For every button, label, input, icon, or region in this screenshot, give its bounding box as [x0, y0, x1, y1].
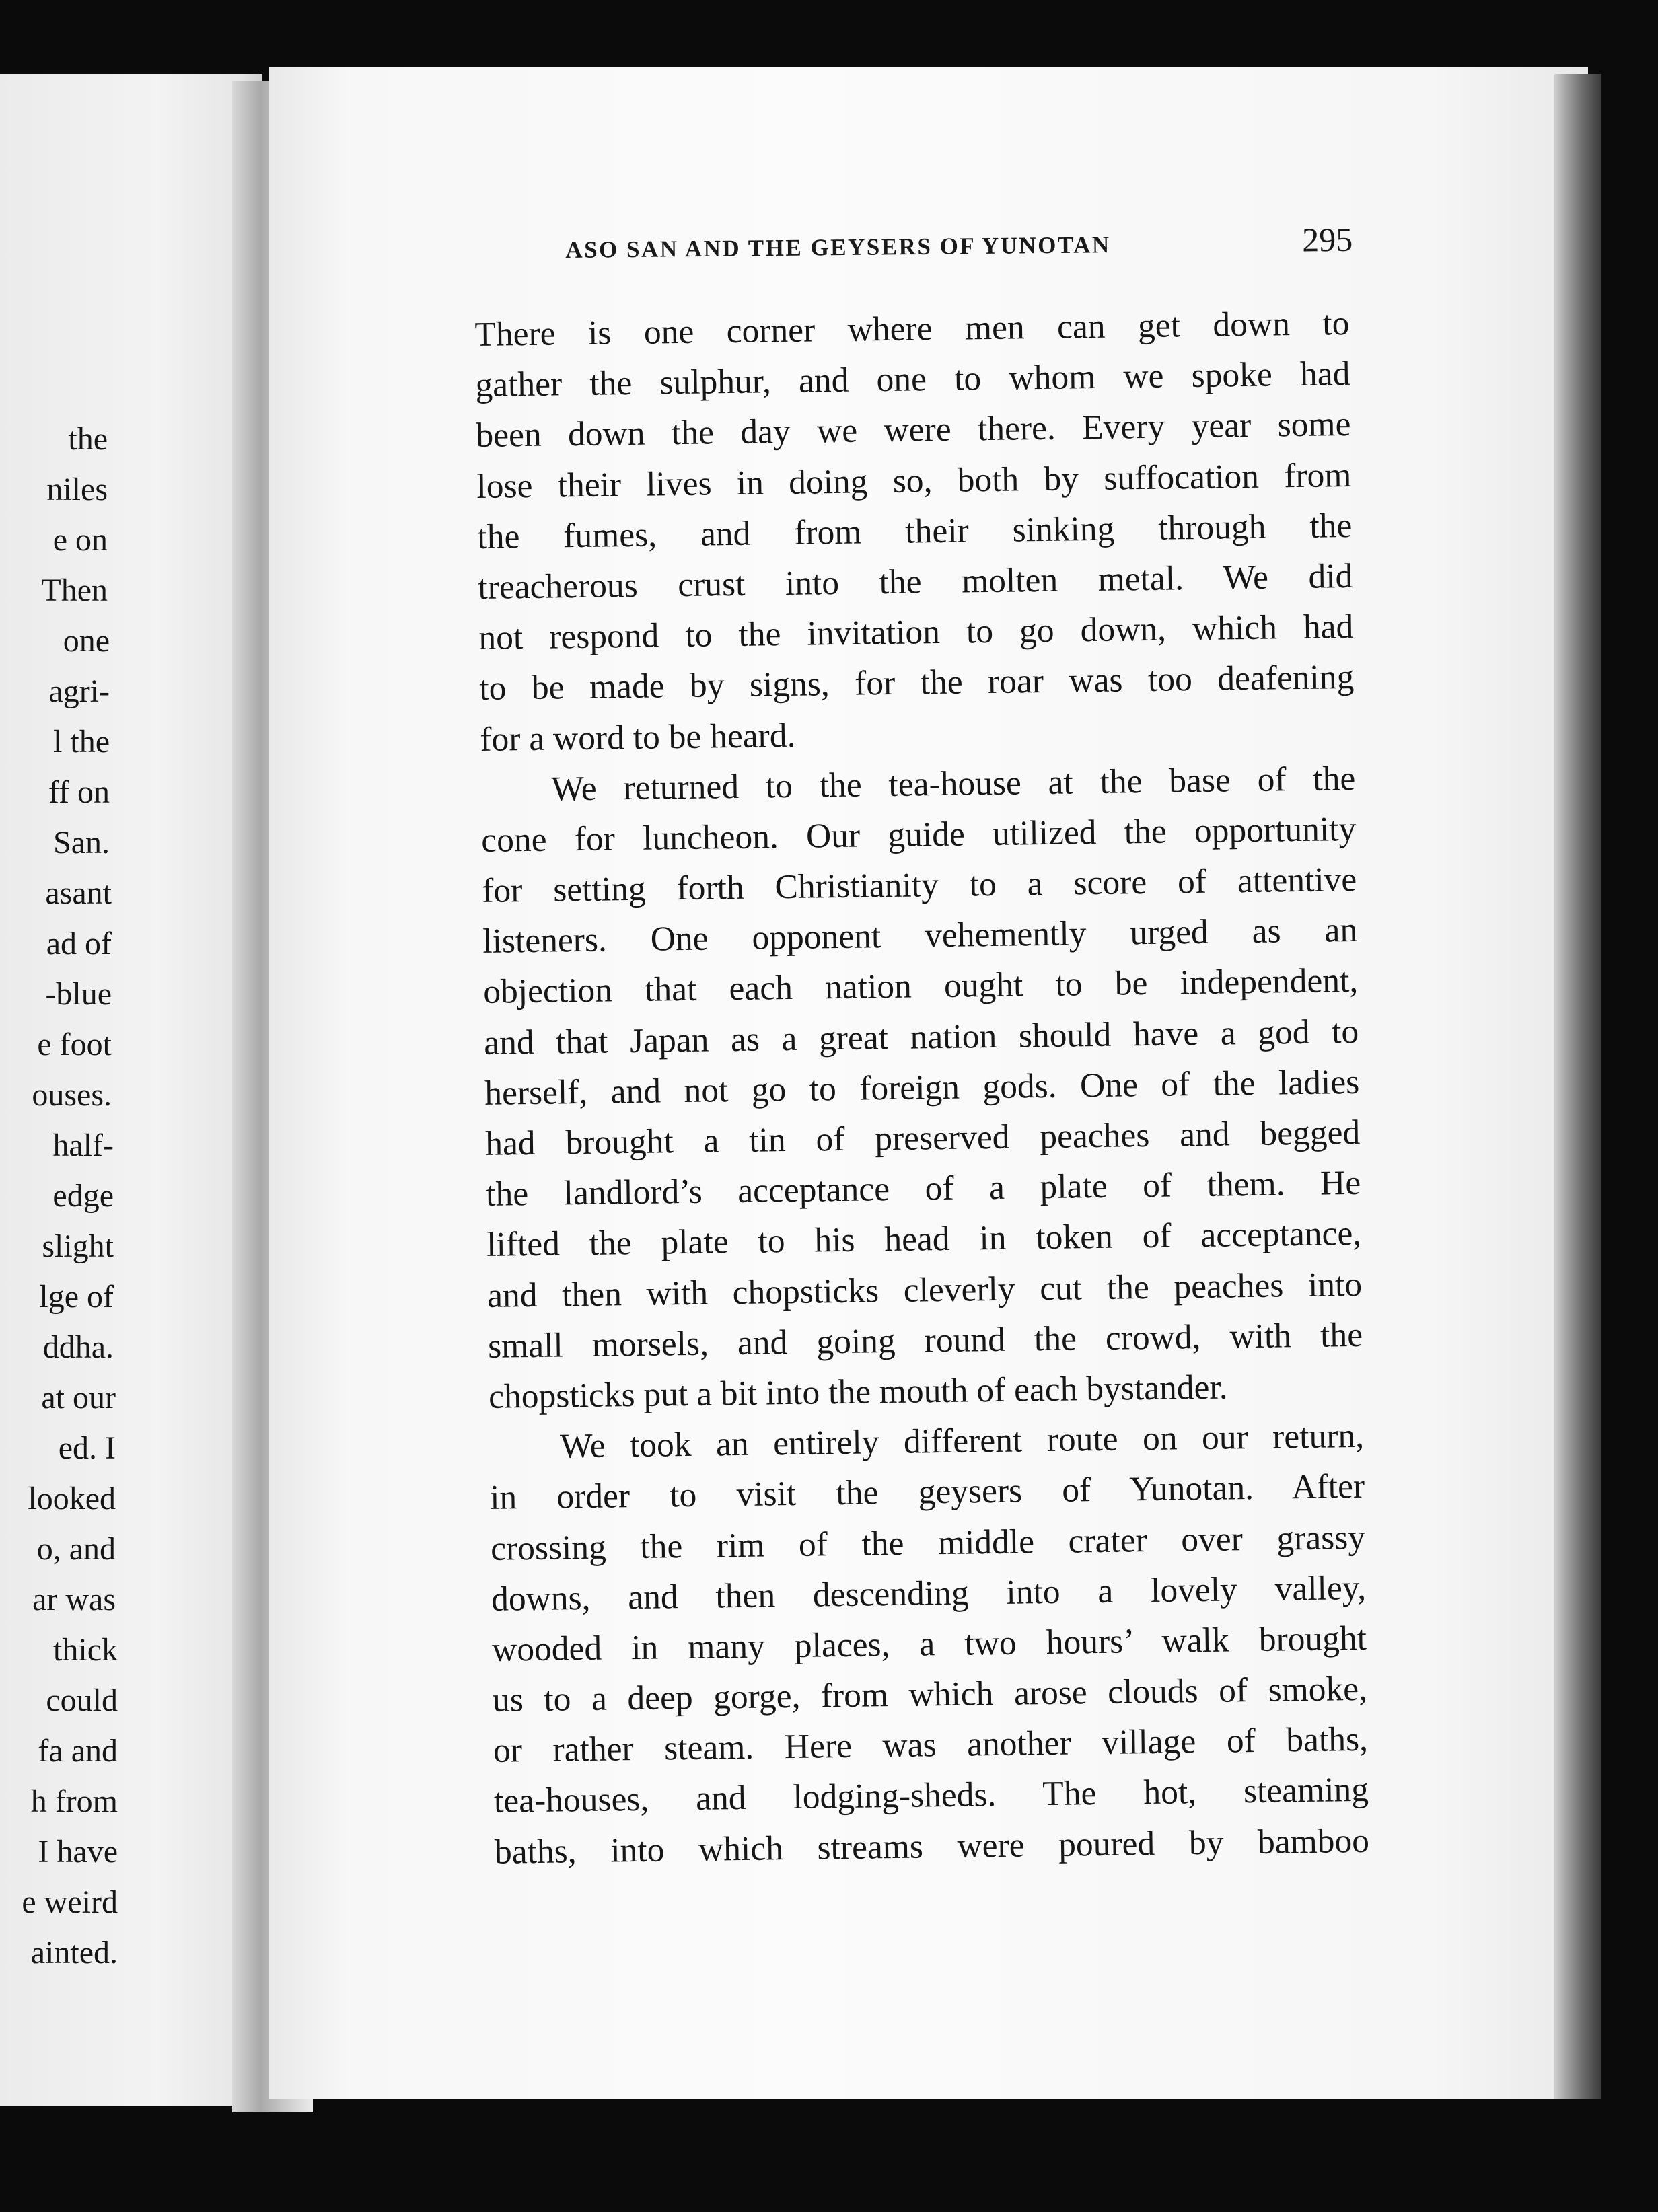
left-page-line: slight: [42, 1228, 114, 1264]
left-page-line: ad of: [46, 926, 112, 961]
left-page-line: o, and: [36, 1531, 116, 1567]
left-page-text-fragments: [0, 414, 118, 1978]
left-page-line: niles: [46, 472, 108, 507]
left-facing-page: [0, 74, 262, 2106]
text-line: and then with chopsticks cleverly cut the peaches into: [486, 1265, 1363, 1315]
text-line: cone for luncheon. Our guide utilized the opportunity: [480, 809, 1357, 860]
left-page-line: I have: [38, 1834, 118, 1870]
page-number: 295: [1301, 220, 1353, 259]
page-edge-shadow: [1554, 74, 1601, 2099]
left-page-line: thick: [53, 1632, 118, 1668]
left-page-line: ddha.: [42, 1329, 114, 1365]
left-page-line: Then: [41, 573, 108, 608]
left-page-line: e weird: [22, 1884, 118, 1920]
left-page-line: fa and: [38, 1733, 118, 1769]
left-page-line: the: [68, 421, 108, 457]
text-line: us to a deep gorge, from which arose clouds of smoke,: [492, 1669, 1368, 1720]
left-page-line: -blue: [45, 976, 112, 1012]
text-line: objection that each nation ought to be independent,: [482, 961, 1359, 1012]
text-line: in order to visit the geysers of Yunotan. After: [489, 1467, 1365, 1518]
left-page-line: could: [46, 1683, 118, 1718]
text-line: and that Japan as a great nation should have a god to: [483, 1012, 1359, 1062]
text-line: herself, and not go to foreign gods. One of the ladies: [484, 1062, 1360, 1113]
text-line: lifted the plate to his head in token of acceptance,: [486, 1214, 1362, 1265]
left-page-line: ainted.: [30, 1935, 118, 1970]
text-line: lose their lives in doing so, both by suffocation from: [476, 455, 1352, 506]
text-line: gather the sulphur, and one to whom we spoke had: [475, 355, 1350, 405]
text-line: the landlord’s acceptance of a plate of them. He: [485, 1164, 1361, 1214]
left-page-line: agri-: [48, 673, 110, 709]
left-page-line: looked: [28, 1481, 116, 1516]
left-page-line: ff on: [48, 774, 110, 810]
text-line: downs, and then descending into a lovely valley,: [491, 1568, 1367, 1619]
left-page-line: ouses.: [32, 1077, 112, 1113]
text-line: or rather steam. Here was another village of baths,: [493, 1720, 1369, 1771]
text-line: We returned to the tea-house at the base of the: [550, 759, 1356, 809]
body-text: [474, 298, 1369, 1878]
left-page-line: e foot: [37, 1027, 112, 1062]
text-line: listeners. One opponent vehemently urged as an: [482, 911, 1358, 961]
text-line: There is one corner where men can get down to: [474, 303, 1350, 354]
text-line: for a word to be heard.: [479, 716, 796, 759]
left-page-line: San.: [53, 825, 110, 860]
running-header: [565, 220, 1353, 281]
left-page-line: ar was: [32, 1582, 116, 1617]
left-page-line: lge of: [39, 1279, 114, 1315]
text-line: the fumes, and from their sinking through the: [477, 506, 1353, 556]
paragraph: [489, 1411, 1370, 1878]
left-page-line: l the: [53, 724, 110, 760]
paragraph: [474, 298, 1355, 765]
text-line: not respond to the invitation to go down, which had: [478, 607, 1354, 658]
left-page-line: e on: [52, 522, 108, 558]
text-line: wooded in many places, a two hours’ walk brought: [491, 1619, 1367, 1669]
text-line: treacherous crust into the molten metal. We did: [478, 556, 1353, 607]
running-title: ASO SAN AND THE GEYSERS OF YUNOTAN: [565, 231, 1111, 263]
text-line: tea-houses, and lodging-sheds. The hot, steaming: [493, 1771, 1369, 1821]
paragraph: [480, 753, 1364, 1422]
text-line: for setting forth Christianity to a score of attentive: [481, 860, 1357, 910]
left-page-line: one: [63, 623, 110, 659]
text-line: baths, into which streams were poured by bamboo: [494, 1821, 1370, 1872]
text-line: crossing the rim of the middle crater over grassy: [490, 1518, 1366, 1568]
text-line: been down the day we were there. Every year some: [476, 405, 1351, 455]
left-page-line: h from: [30, 1783, 118, 1819]
text-line: to be made by signs, for the roar was too deafening: [479, 658, 1355, 708]
left-page-line: asant: [45, 875, 112, 911]
left-page-line: ed. I: [58, 1430, 116, 1466]
left-page-line: edge: [52, 1178, 114, 1214]
text-line: small morsels, and going round the crowd, with the: [487, 1315, 1363, 1366]
text-line: We took an entirely different route on our return,: [559, 1416, 1365, 1466]
left-page-line: at our: [41, 1380, 116, 1415]
text-line: chopsticks put a bit into the mouth of each bystander.: [488, 1368, 1228, 1416]
text-line: had brought a tin of preserved peaches and begged: [484, 1113, 1361, 1163]
left-page-line: half-: [52, 1128, 114, 1163]
